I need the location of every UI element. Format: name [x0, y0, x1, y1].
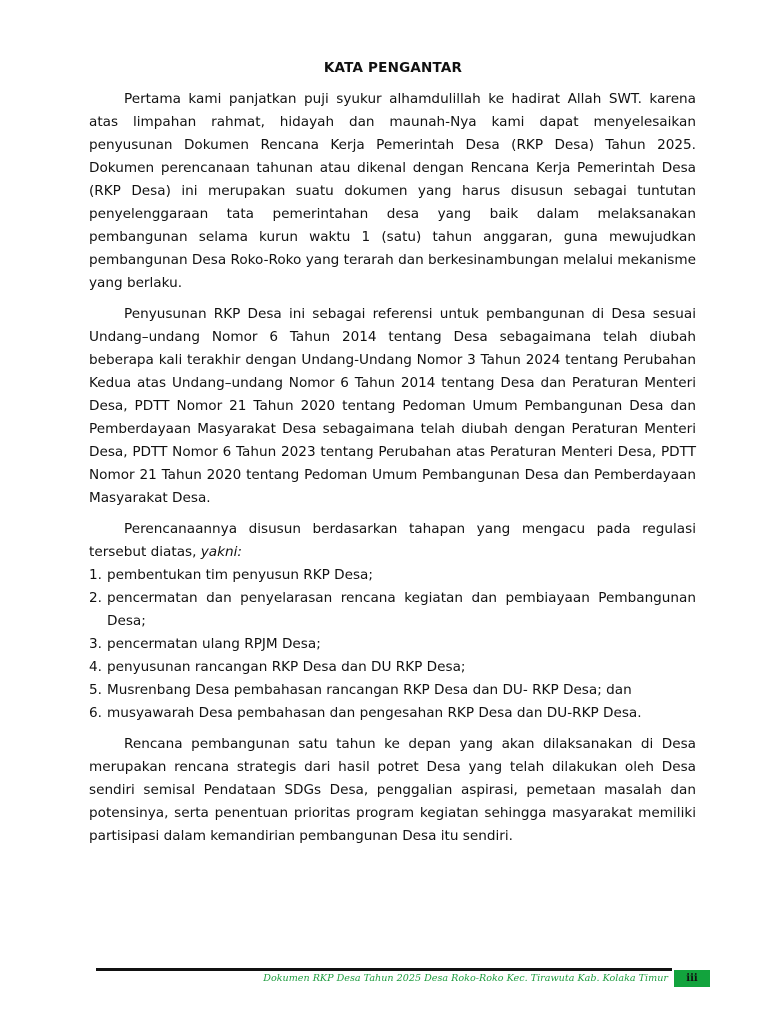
list-item-text: Musrenbang Desa pembahasan rancangan RKP Desa dan DU- RKP Desa; dan	[107, 682, 632, 698]
list-item-text: musyawarah Desa pembahasan dan pengesahan RKP Desa dan DU-RKP Desa.	[107, 705, 642, 721]
list-item	[89, 656, 696, 679]
list-item-text: penyusunan rancangan RKP Desa dan DU RKP Desa;	[107, 659, 466, 675]
list-item-number: 5.	[89, 682, 102, 698]
footer-document-label: Dokumen RKP Desa Tahun 2025 Desa Roko-Roko Kec. Tirawuta Kab. Kolaka Timur	[263, 973, 668, 984]
paragraph-1: Pertama kami panjatkan puji syukur alhamdulillah ke hadirat Allah SWT. karena atas limpahan rahmat, hidayah dan maunah-Nya kami dapat menyelesaikan penyusunan Dokumen Rencana Kerja Pemerintah Desa (RKP Desa) Tahun 2025. Dokumen perencanaan tahunan atau dikenal dengan Rencana Kerja Pemerintah Desa (RKP Desa) ini merupakan suatu dokumen yang harus disusun sebagai tuntutan penyelenggaraan tata pemerintahan desa yang baik dalam melaksanakan pembangunan selama kurun waktu 1 (satu) tahun anggaran, guna mewujudkan pembangunan Desa Roko-Roko yang terarah dan berkesinambungan melalui mekanisme yang berlaku.	[89, 91, 696, 291]
list-item-number: 6.	[89, 705, 102, 721]
list-intro-text: Perencanaannya disusun berdasarkan tahapan yang mengacu pada regulasi tersebut diatas,	[89, 521, 696, 560]
list-item-number: 4.	[89, 659, 102, 675]
list-item	[89, 587, 696, 633]
document-body	[89, 88, 696, 856]
list-intro-italic: yakni:	[200, 544, 242, 560]
list-item-number: 1.	[89, 567, 102, 583]
list-item-number: 2.	[89, 590, 102, 606]
page-title: KATA PENGANTAR	[323, 60, 463, 76]
steps-list	[89, 564, 696, 725]
list-item-text: pembentukan tim penyusun RKP Desa;	[107, 567, 373, 583]
page-number-badge: iii	[674, 970, 710, 987]
list-item-text: pencermatan ulang RPJM Desa;	[107, 636, 321, 652]
paragraph-2: Penyusunan RKP Desa ini sebagai referensi untuk pembangunan di Desa sesuai Undang–undang Nomor 6 Tahun 2014 tentang Desa sebagaimana telah diubah beberapa kali terakhir dengan Undang-Undang Nomor 3 Tahun 2024 tentang Perubahan Kedua atas Undang–undang Nomor 6 Tahun 2014 tentang Desa dan Peraturan Menteri Desa, PDTT Nomor 21 Tahun 2020 tentang Pedoman Umum Pembangunan Desa dan Pemberdayaan Masyarakat Desa sebagaimana telah diubah dengan Peraturan Menteri Desa, PDTT Nomor 6 Tahun 2023 tentang Perubahan atas Peraturan Menteri Desa, PDTT Nomor 21 Tahun 2020 tentang Pedoman Umum Pembangunan Desa dan Pemberdayaan Masyarakat Desa.	[89, 306, 696, 506]
list-item	[89, 679, 696, 702]
list-item-number: 3.	[89, 636, 102, 652]
list-item	[89, 633, 696, 656]
closing-paragraph: Rencana pembangunan satu tahun ke depan yang akan dilaksanakan di Desa merupakan rencana strategis dari hasil potret Desa yang telah dilakukan oleh Desa sendiri semisal Pendataan SDGs Desa, penggalian aspirasi, pemetaan masalah dan potensinya, serta penentuan prioritas program kegiatan sehingga masyarakat memiliki partisipasi dalam kemandirian pembangunan Desa itu sendiri.	[89, 736, 696, 844]
list-item	[89, 564, 696, 587]
list-intro-paragraph	[89, 518, 696, 564]
list-item-text: pencermatan dan penyelarasan rencana kegiatan dan pembiayaan Pembangunan Desa;	[107, 590, 696, 629]
list-item	[89, 702, 696, 725]
footer-divider	[96, 968, 672, 971]
